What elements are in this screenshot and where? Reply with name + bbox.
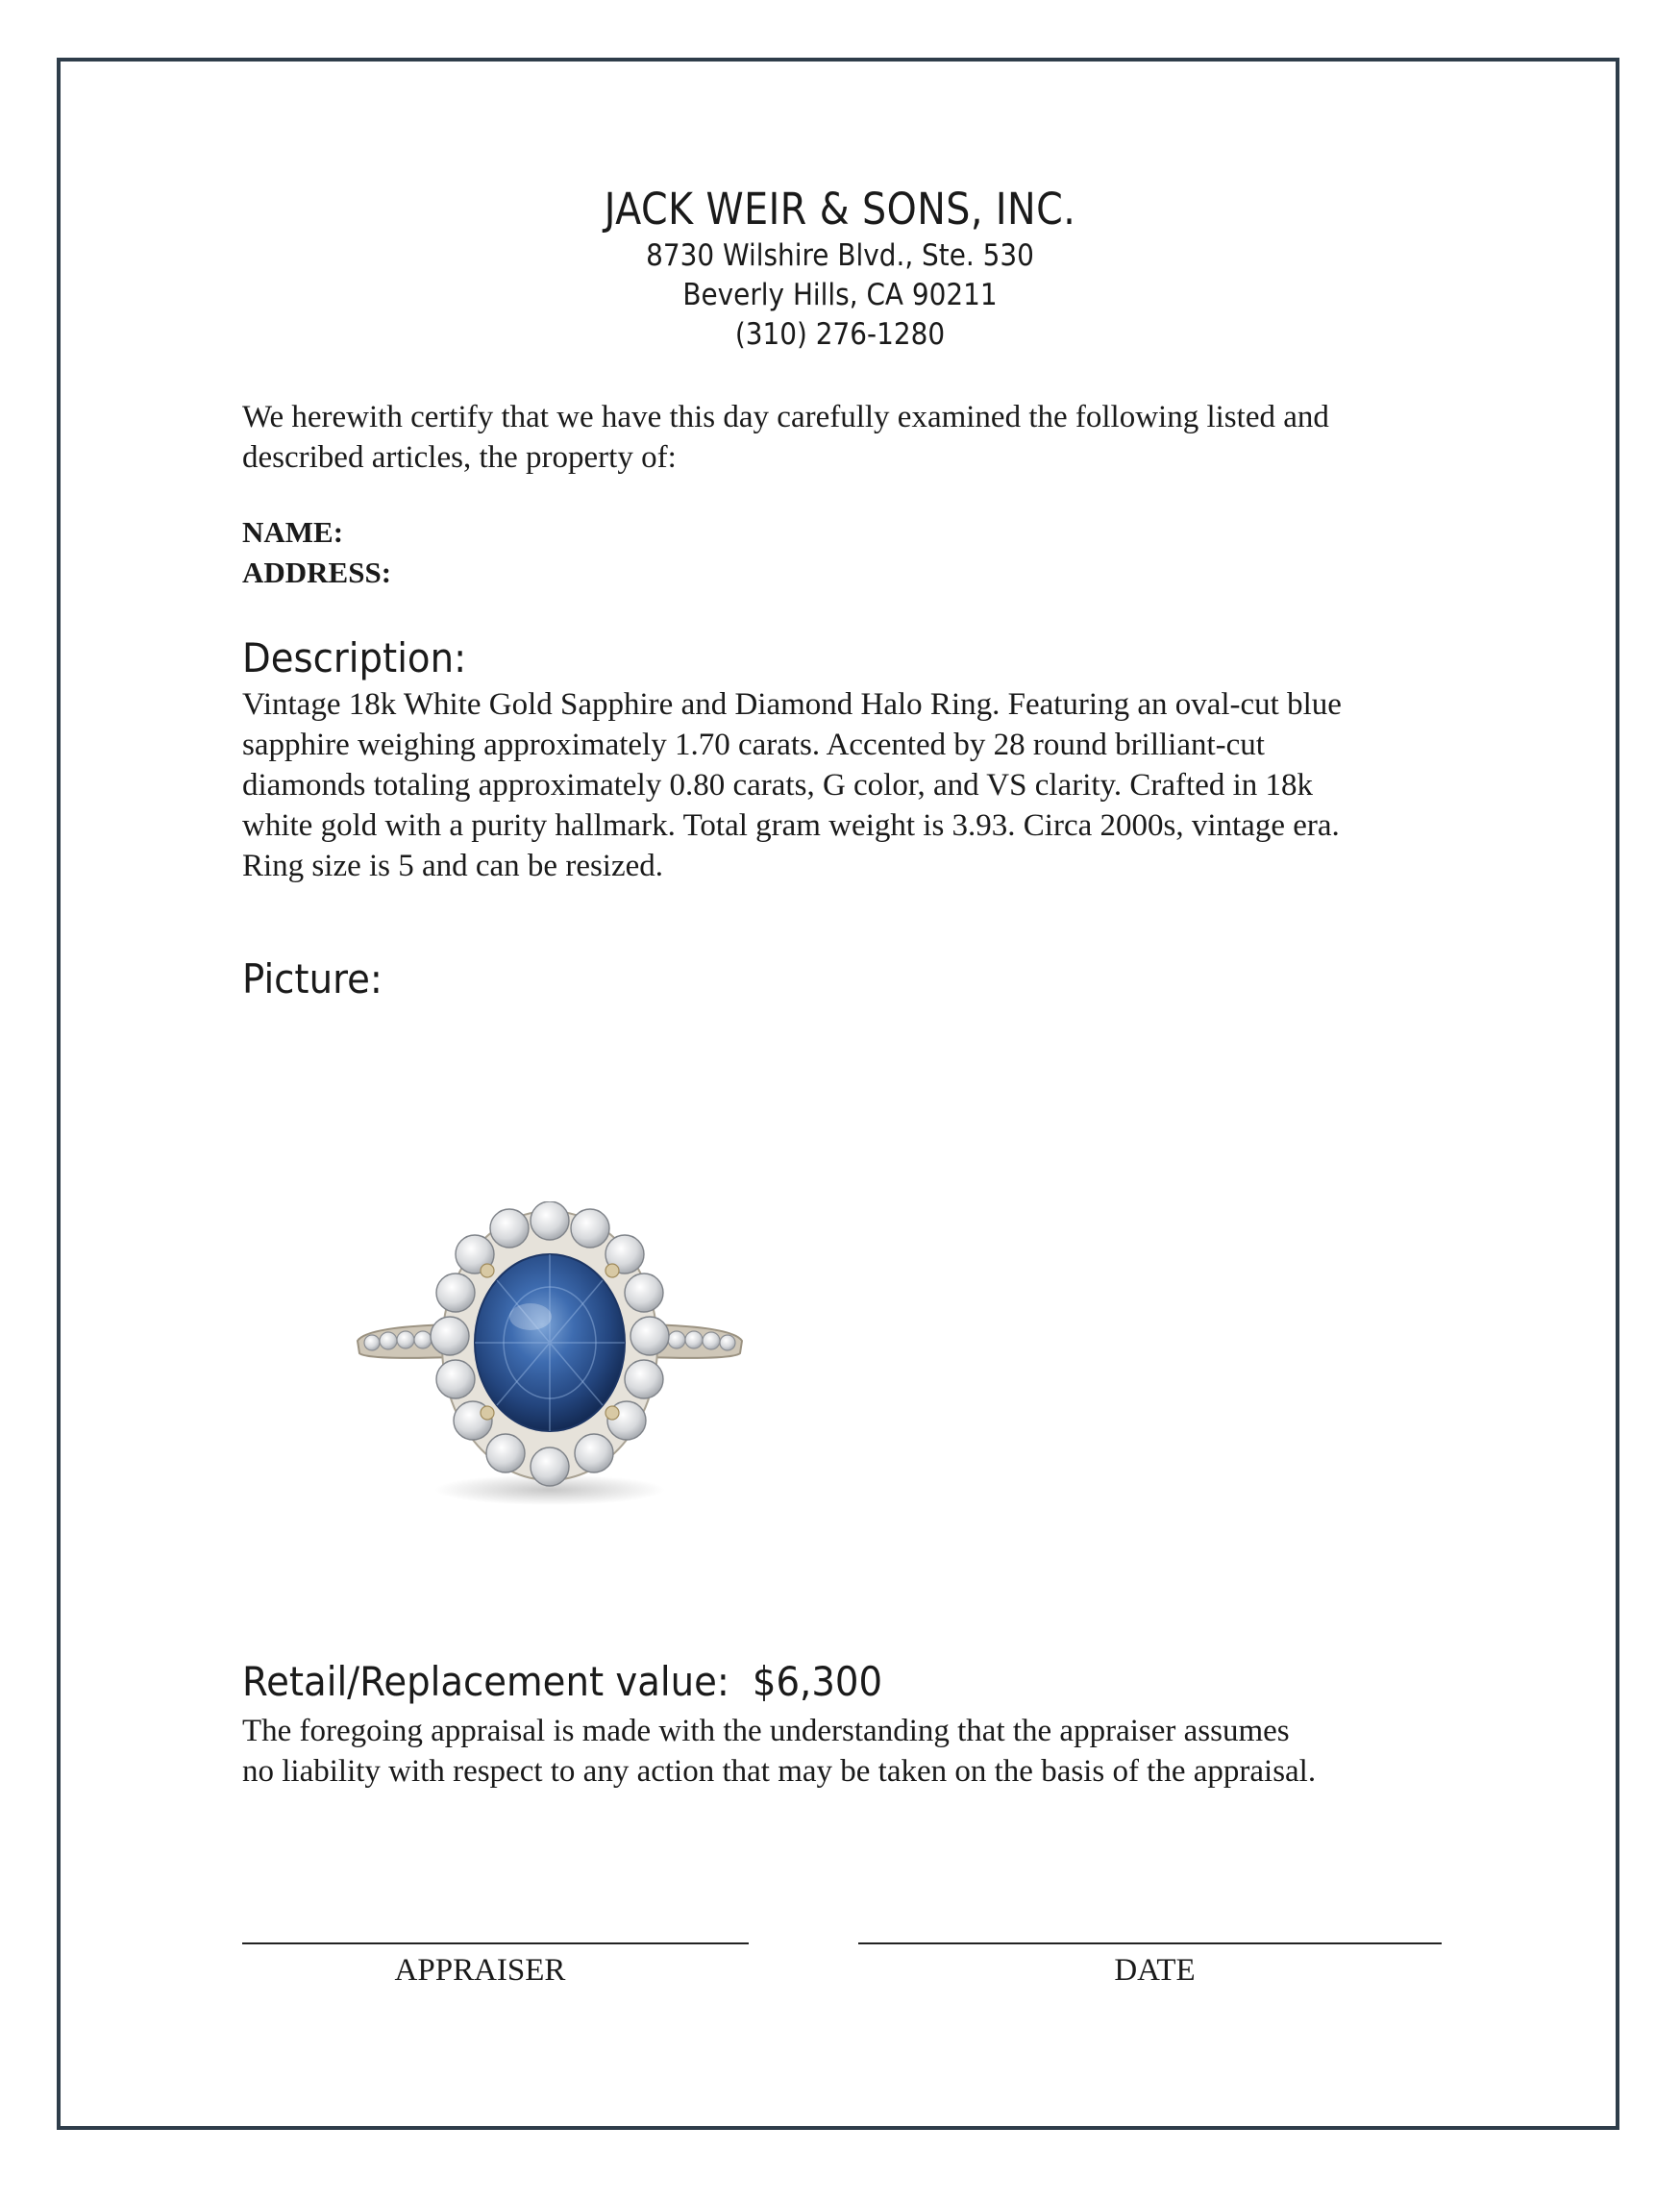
disclaimer-line-2: no liability with respect to any action that may be taken on the basis of the appraisal.	[242, 1754, 1317, 1789]
disclaimer-line-1: The foregoing appraisal is made with the understanding that the appraiser assumes	[242, 1714, 1290, 1748]
certification-line-2: described articles, the property of:	[242, 440, 677, 475]
description-heading: Description:	[242, 634, 467, 681]
name-label: NAME:	[242, 515, 344, 549]
valuation-label: Retail/Replacement value:	[242, 1658, 729, 1705]
company-address-line2: Beverly Hills, CA 90211	[682, 278, 998, 312]
valuation	[242, 1658, 1463, 1706]
picture-section	[242, 955, 1463, 1003]
certification-line-1: We herewith certify that we have this day carefully examined the following listed and	[242, 400, 1329, 434]
disclaimer	[242, 1711, 1463, 1792]
picture-heading: Picture:	[242, 955, 383, 1002]
date-label: DATE	[1114, 1953, 1196, 1988]
address-label: ADDRESS:	[242, 556, 392, 589]
description-section	[242, 634, 1463, 886]
document-border	[57, 58, 1619, 2130]
company-name: JACK WEIR & SONS, INC.	[604, 184, 1076, 235]
description-line: Ring size is 5 and can be resized.	[242, 849, 664, 883]
company-address-line1: 8730 Wilshire Blvd., Ste. 530	[646, 238, 1034, 273]
description-line: sapphire weighing approximately 1.70 carats. Accented by 28 round brilliant-cut	[242, 728, 1265, 762]
appraiser-label: APPRAISER	[394, 1953, 566, 1988]
certification-text	[242, 397, 1463, 478]
sapphire-ring-image	[338, 1201, 761, 1528]
company-phone: (310) 276-1280	[734, 317, 946, 352]
valuation-amount: $6,300	[752, 1658, 883, 1705]
owner-fields	[242, 512, 1463, 593]
ring-photo	[338, 1201, 761, 1528]
appraiser-signature-line	[242, 1942, 749, 1944]
description-line: diamonds totaling approximately 0.80 carats, G color, and VS clarity. Crafted in 18k	[242, 768, 1314, 803]
date-signature-line	[858, 1942, 1442, 1944]
letterhead	[0, 183, 1680, 355]
description-line: Vintage 18k White Gold Sapphire and Diamond Halo Ring. Featuring an oval-cut blue	[242, 687, 1342, 722]
description-line: white gold with a purity hallmark. Total gram weight is 3.93. Circa 2000s, vintage era.	[242, 808, 1340, 843]
